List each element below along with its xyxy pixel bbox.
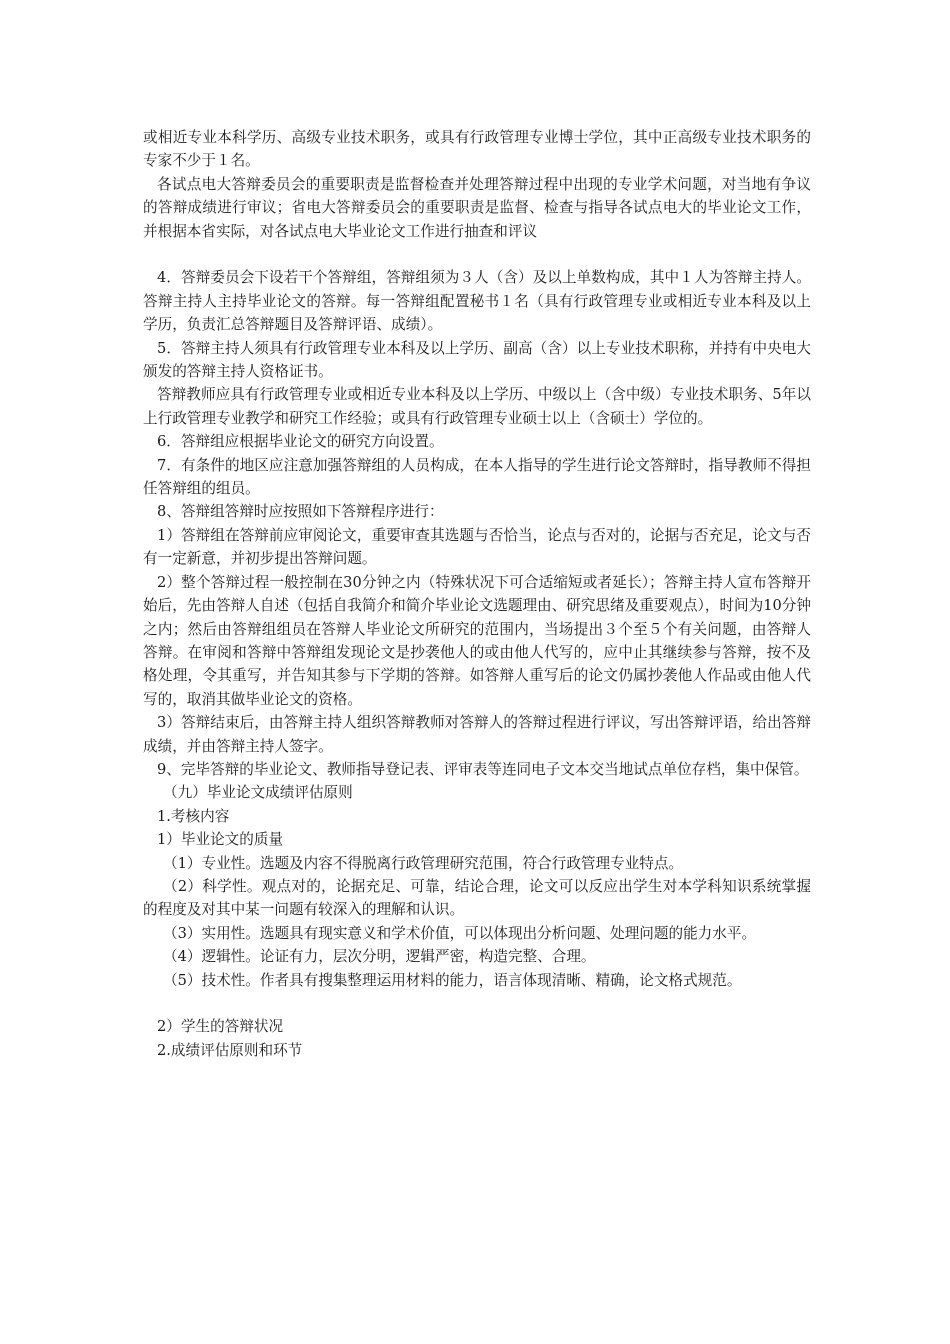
blank-line	[143, 243, 811, 266]
paragraph-14: 1.考核内容	[157, 807, 230, 825]
paragraph-22: 2.成绩评估原则和环节	[157, 1041, 303, 1059]
paragraph-12: 9、完毕答辩的毕业论文、教师指导登记表、评审表等连同电子文本交当地试点单位存档，集中保管。	[157, 760, 809, 778]
section-heading: （九）毕业论文成绩评估原则	[163, 784, 353, 802]
paragraph-11: 3）答辩结束后，由答辩主持人组织答辩教师对答辩人的答辩过程进行评议，写出答辩评语，给出答辩成绩，并由答辩主持人签字。	[143, 714, 811, 755]
paragraph-9: 1）答辩组在答辩前应审阅论文，重要审查其选题与否恰当，论点与否对的，论据与否充足，论文与否有一定新意，并初步提出答辩问题。	[143, 526, 811, 568]
paragraph-15: 1）毕业论文的质量	[157, 831, 284, 849]
paragraph-7: 7．有条件的地区应注意加强答辩组的人员构成，在本人指导的学生进行论文答辩时，指导教师不得担任答辩组的组员。	[143, 456, 811, 498]
paragraph-19: （4）逻辑性。论证有力，层次分明，逻辑严密，构造完整、合理。	[163, 948, 596, 966]
paragraph-4: 5．答辩主持人须具有行政管理专业本科及以上学历、副高（含）以上专业技术职称，并持有中央电大颁发的答辩主持人资格证书。	[143, 339, 811, 381]
paragraph-10: 2）整个答辩过程一般控制在30分钟之内（特殊状况下可合适缩短或者延长）；答辩主持人宣布答辩开始后，先由答辩人自述（包括自我简介和简介毕业论文选题理由、研究思绪及重要观点），时间为10分钟之内；然后由答辩组组员在答辩人毕业论文所研究的范围内，当场提出３个至５个有关问题，由答辩人答辩。在审阅和答辩中答辩组发现论文是抄袭他人的或由他人代写的，应中止其继续参与答辩，按不及格处理，令其重写，并告知其参与下学期的答辩。如答辩人重写后的论文仍属抄袭他人作品或由他人代写的，取消其做毕业论文的资格。	[143, 573, 811, 708]
blank-line	[143, 992, 811, 1015]
document-body	[143, 126, 811, 1062]
paragraph-18: （3）实用性。选题具有现实意义和学术价值，可以体现出分析问题、处理问题的能力水平。	[163, 924, 757, 942]
paragraph-8: 8、答辩组答辩时应按照如下答辩程序进行：	[157, 503, 444, 521]
paragraph-6: 6．答辩组应根据毕业论文的研究方向设置。	[157, 433, 444, 451]
paragraph-1: 或相近专业本科学历、高级专业技术职务，或具有行政管理专业博士学位，其中正高级专业技术职务的专家不少于１名。	[143, 129, 811, 170]
paragraph-3: 4．答辩委员会下设若干个答辩组，答辩组须为３人（含）及以上单数构成，其中１人为答辩主持人。答辩主持人主持毕业论文的答辩。每一答辩组配置秘书１名（具有行政管理专业或相近专业本科及以上学历，负责汇总答辩题目及答辩评语、成绩）。	[143, 269, 811, 334]
paragraph-17: （2）科学性。观点对的，论据充足、可靠，结论合理，论文可以反应出学生对本学科知识系统掌握的程度及对其中某一问题有较深入的理解和认识。	[143, 877, 811, 919]
paragraph-2: 各试点电大答辩委员会的重要职责是监督检查并处理答辩过程中出现的专业学术问题，对当地有争议的答辩成绩进行审议；省电大答辩委员会的重要职责是监督、检查与指导各试点电大的毕业论文工作，并根据本省实际，对各试点电大毕业论文工作进行抽查和评议	[143, 175, 811, 240]
paragraph-5: 答辩教师应具有行政管理专业或相近专业本科及以上学历、中级以上（含中级）专业技术职务、5年以上行政管理专业教学和研究工作经验；或具有行政管理专业硕士以上（含硕士）学位的。	[143, 386, 811, 427]
paragraph-20: （5）技术性。作者具有搜集整理运用材料的能力，语言体现清晰、精确，论文格式规范。	[163, 971, 742, 989]
paragraph-16: （1）专业性。选题及内容不得脱离行政管理研究范围，符合行政管理专业特点。	[163, 854, 684, 872]
paragraph-21: 2）学生的答辩状况	[157, 1018, 284, 1036]
